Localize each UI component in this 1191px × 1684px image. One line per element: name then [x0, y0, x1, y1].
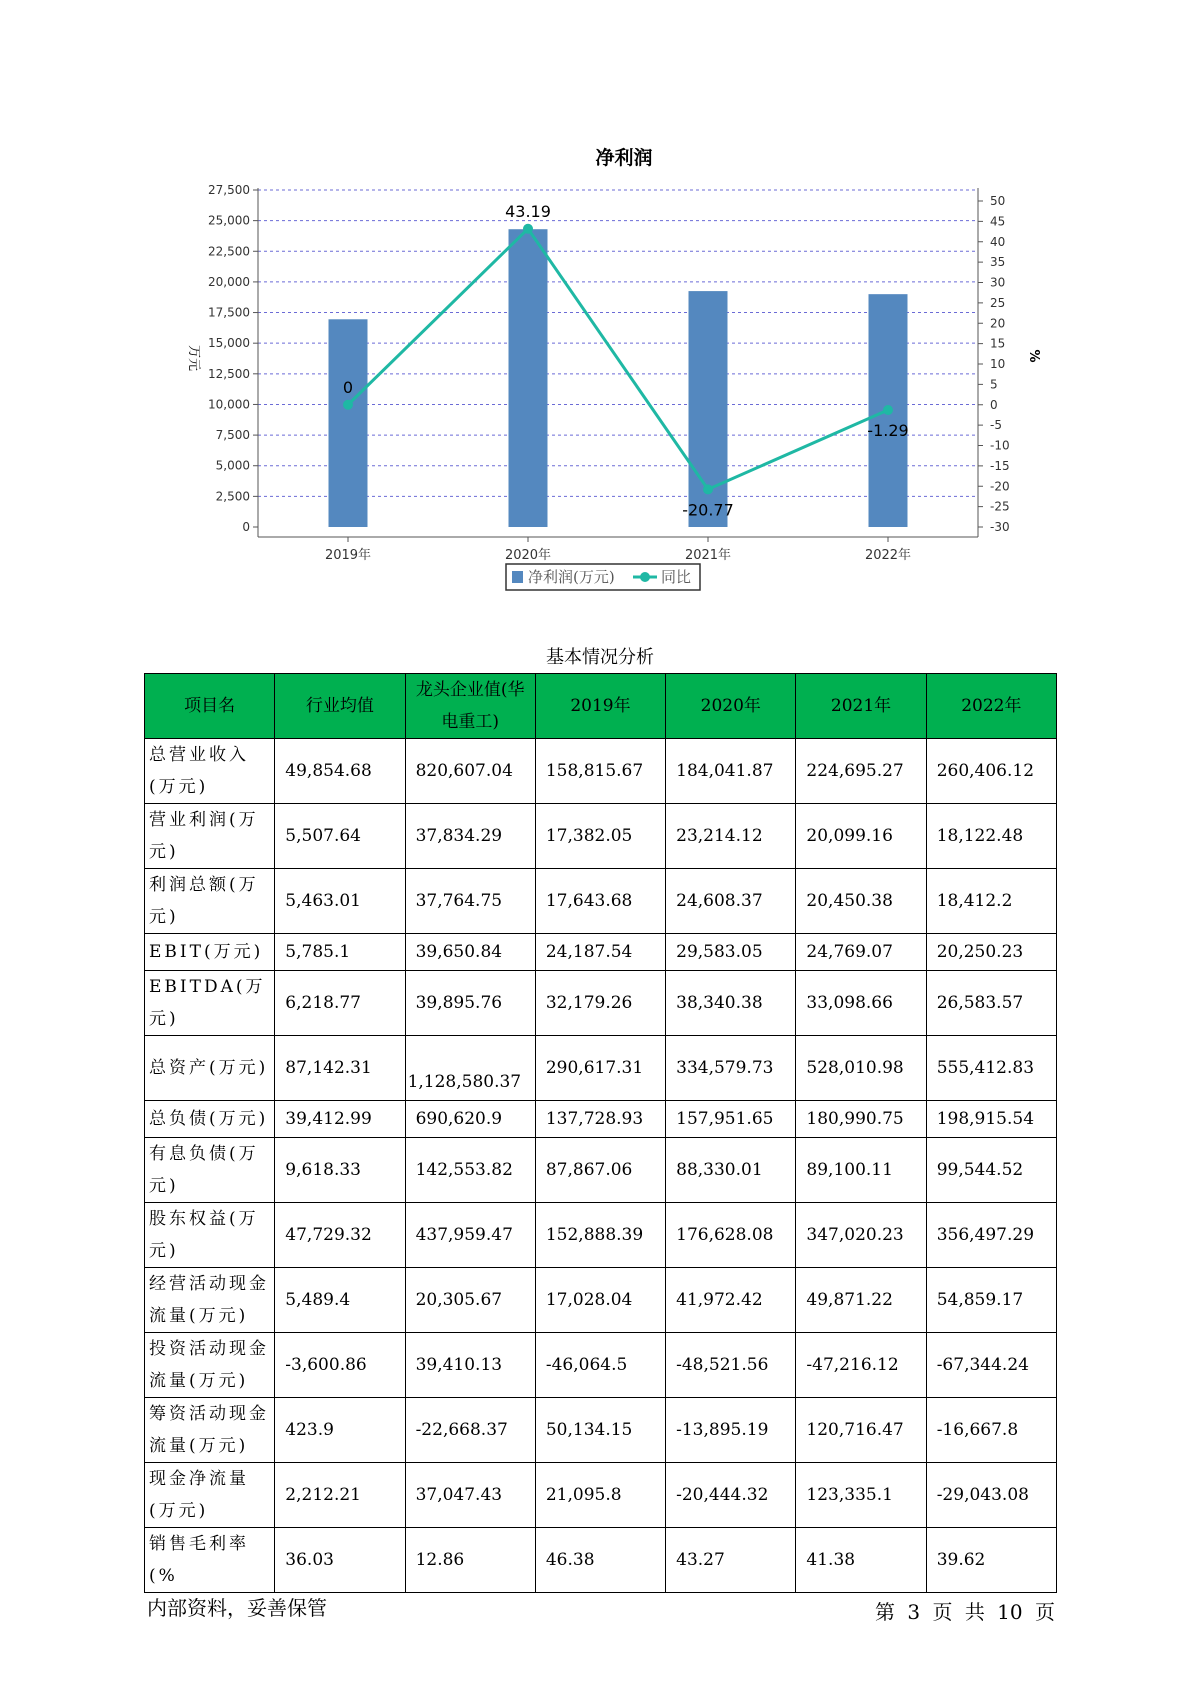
value-cell: 39,650.84	[405, 934, 535, 971]
value-cell: 17,382.05	[535, 804, 665, 869]
value-cell: 49,854.68	[275, 739, 405, 804]
value-cell: 120,716.47	[796, 1398, 926, 1463]
header-cell: 2019年	[535, 674, 665, 739]
value-cell: 17,643.68	[535, 869, 665, 934]
header-cell: 龙头企业值(华电重工)	[405, 674, 535, 739]
table-row	[145, 934, 1057, 971]
row-label-cell: 总营业收入(万元)	[145, 739, 275, 804]
row-label-cell: 现金净流量(万元)	[145, 1463, 275, 1528]
value-cell: 39,895.76	[405, 971, 535, 1036]
value-cell: 20,450.38	[796, 869, 926, 934]
value-cell: 89,100.11	[796, 1138, 926, 1203]
value-cell: 224,695.27	[796, 739, 926, 804]
y-tick-label: 15,000	[208, 336, 250, 351]
value-cell: 50,134.15	[535, 1398, 665, 1463]
y-tick-label: 10,000	[208, 397, 250, 412]
value-cell: 158,815.67	[535, 739, 665, 804]
value-cell: -47,216.12	[796, 1333, 926, 1398]
header-cell: 行业均值	[275, 674, 405, 739]
value-cell: 43.27	[666, 1528, 796, 1593]
value-cell: 41.38	[796, 1528, 926, 1593]
y-tick-label: 27,500	[208, 183, 250, 197]
value-cell: 26,583.57	[926, 971, 1056, 1036]
value-cell: 32,179.26	[535, 971, 665, 1036]
header-cell: 2020年	[666, 674, 796, 739]
value-cell: 423.9	[275, 1398, 405, 1463]
table-row	[145, 1268, 1057, 1333]
y2-tick-label: -15	[990, 458, 1010, 473]
table-header-row	[145, 674, 1057, 739]
value-cell: 18,122.48	[926, 804, 1056, 869]
y2-tick-label: -20	[990, 479, 1010, 494]
y2-tick-label: -25	[990, 499, 1010, 514]
y-axis-title: 万元	[186, 344, 201, 372]
value-cell: 49,871.22	[796, 1268, 926, 1333]
y-tick-label: 12,500	[208, 366, 250, 381]
value-cell: 123,335.1	[796, 1463, 926, 1528]
y-tick-label: 2,500	[215, 489, 250, 504]
legend-bar-swatch	[512, 571, 523, 583]
value-cell: 347,020.23	[796, 1203, 926, 1268]
x-tick-label: 2020年	[504, 548, 552, 563]
point-yoy	[343, 400, 353, 410]
table-row	[145, 1333, 1057, 1398]
line-yoy	[348, 229, 888, 490]
table-row	[145, 739, 1057, 804]
net-profit-chart	[0, 0, 1191, 600]
value-cell: 290,617.31	[535, 1036, 665, 1101]
row-label-cell: EBIT(万元)	[145, 934, 275, 971]
value-cell: 17,028.04	[535, 1268, 665, 1333]
value-cell: 820,607.04	[405, 739, 535, 804]
value-cell: 99,544.52	[926, 1138, 1056, 1203]
y-tick-label: 0	[242, 520, 250, 534]
legend-line-marker	[640, 572, 650, 582]
x-tick-label: 2019年	[324, 548, 372, 563]
value-cell: 38,340.38	[666, 971, 796, 1036]
row-label-cell: 有息负债(万元)	[145, 1138, 275, 1203]
table-row	[145, 1398, 1057, 1463]
value-cell: -48,521.56	[666, 1333, 796, 1398]
legend-line-label: 同比	[661, 568, 692, 586]
value-cell: 54,859.17	[926, 1268, 1056, 1333]
basic-analysis-table	[144, 673, 1057, 1593]
y2-tick-label: 15	[990, 336, 1006, 351]
value-cell: 555,412.83	[926, 1036, 1056, 1101]
row-label-cell: 营业利润(万元)	[145, 804, 275, 869]
value-cell: 24,769.07	[796, 934, 926, 971]
y2-tick-label: 25	[990, 295, 1006, 310]
value-cell: 88,330.01	[666, 1138, 796, 1203]
y2-axis-title: %	[1026, 349, 1041, 363]
value-cell: -16,667.8	[926, 1398, 1056, 1463]
row-label-cell: 股东权益(万元)	[145, 1203, 275, 1268]
data-label-yoy: -20.77	[682, 500, 734, 520]
header-cell: 2021年	[796, 674, 926, 739]
value-cell: -67,344.24	[926, 1333, 1056, 1398]
value-cell: 36.03	[275, 1528, 405, 1593]
row-label-cell: 总负债(万元)	[145, 1101, 275, 1138]
point-yoy	[703, 484, 713, 494]
y-tick-label: 22,500	[208, 244, 250, 259]
value-cell: 47,729.32	[275, 1203, 405, 1268]
value-cell: -20,444.32	[666, 1463, 796, 1528]
value-cell: 39,410.13	[405, 1333, 535, 1398]
value-cell: 437,959.47	[405, 1203, 535, 1268]
value-cell: 5,463.01	[275, 869, 405, 934]
table-row	[145, 1036, 1057, 1101]
y2-tick-label: 50	[990, 194, 1006, 208]
value-cell: 176,628.08	[666, 1203, 796, 1268]
value-cell: 33,098.66	[796, 971, 926, 1036]
y2-tick-label: -5	[990, 418, 1002, 433]
value-cell: 20,250.23	[926, 934, 1056, 971]
table-row	[145, 1528, 1057, 1593]
header-cell: 2022年	[926, 674, 1056, 739]
value-cell: -46,064.5	[535, 1333, 665, 1398]
x-tick-label: 2022年	[864, 548, 912, 563]
y2-tick-label: -10	[990, 438, 1010, 453]
table-row	[145, 804, 1057, 869]
row-label-cell: 销售毛利率(%	[145, 1528, 275, 1593]
y-tick-label: 20,000	[208, 274, 250, 289]
value-cell: 39.62	[926, 1528, 1056, 1593]
row-label-cell: 经营活动现金流量(万元)	[145, 1268, 275, 1333]
table-row	[145, 1203, 1057, 1268]
value-cell: 39,412.99	[275, 1101, 405, 1138]
table-row	[145, 1463, 1057, 1528]
value-cell: -22,668.37	[405, 1398, 535, 1463]
value-cell: 142,553.82	[405, 1138, 535, 1203]
data-label-yoy: 0	[342, 377, 354, 397]
value-cell: 37,834.29	[405, 804, 535, 869]
table-row	[145, 971, 1057, 1036]
row-label-cell: 投资活动现金流量(万元)	[145, 1333, 275, 1398]
value-cell: 29,583.05	[666, 934, 796, 971]
y2-tick-label: 20	[990, 316, 1006, 331]
value-cell: 690,620.9	[405, 1101, 535, 1138]
bar-net-profit	[329, 319, 368, 527]
y2-tick-label: 0	[990, 397, 998, 412]
value-cell: 20,305.67	[405, 1268, 535, 1333]
y2-tick-label: 45	[990, 214, 1006, 229]
value-cell: 24,187.54	[535, 934, 665, 971]
value-cell: 37,764.75	[405, 869, 535, 934]
value-cell: 5,785.1	[275, 934, 405, 971]
table-row	[145, 1101, 1057, 1138]
value-cell: 334,579.73	[666, 1036, 796, 1101]
legend-bar-label: 净利润(万元)	[528, 568, 615, 586]
y-tick-label: 5,000	[215, 458, 250, 473]
value-cell: 87,867.06	[535, 1138, 665, 1203]
value-cell: 87,142.31	[275, 1036, 405, 1101]
value-cell: 12.86	[405, 1528, 535, 1593]
value-cell: 9,618.33	[275, 1138, 405, 1203]
table-caption: 基本情况分析	[546, 647, 654, 668]
value-cell: 24,608.37	[666, 869, 796, 934]
row-label-cell: 利润总额(万元)	[145, 869, 275, 934]
y2-tick-label: 40	[990, 234, 1006, 249]
row-label-cell: 总资产(万元)	[145, 1036, 275, 1101]
y2-tick-label: 10	[990, 357, 1006, 371]
value-cell: 46.38	[535, 1528, 665, 1593]
value-cell: 356,497.29	[926, 1203, 1056, 1268]
value-cell: 21,095.8	[535, 1463, 665, 1528]
row-label-cell: 筹资活动现金流量(万元)	[145, 1398, 275, 1463]
value-cell: 2,212.21	[275, 1463, 405, 1528]
value-cell: 157,951.65	[666, 1101, 796, 1138]
value-cell: 5,489.4	[275, 1268, 405, 1333]
value-cell: -3,600.86	[275, 1333, 405, 1398]
y-tick-label: 17,500	[208, 305, 250, 320]
y2-tick-label: 30	[990, 275, 1006, 290]
table-row	[145, 1138, 1057, 1203]
value-cell: 152,888.39	[535, 1203, 665, 1268]
value-cell: -13,895.19	[666, 1398, 796, 1463]
y-tick-label: 25,000	[208, 213, 250, 228]
value-cell: 180,990.75	[796, 1101, 926, 1138]
value-cell: 1,128,580.37	[405, 1036, 535, 1101]
data-label-yoy: 43.19	[505, 201, 551, 221]
value-cell: 37,047.43	[405, 1463, 535, 1528]
table-row	[145, 869, 1057, 934]
y2-tick-label: 35	[990, 255, 1006, 270]
y2-tick-label: -30	[990, 520, 1010, 534]
value-cell: 184,041.87	[666, 739, 796, 804]
point-yoy	[523, 224, 533, 234]
y2-tick-label: 5	[990, 377, 998, 392]
value-cell: 137,728.93	[535, 1101, 665, 1138]
value-cell: 260,406.12	[926, 739, 1056, 804]
footer-confidential-note: 内部资料，妥善保管	[147, 1596, 327, 1620]
value-cell: 18,412.2	[926, 869, 1056, 934]
value-cell: 20,099.16	[796, 804, 926, 869]
row-label-cell: EBITDA(万元)	[145, 971, 275, 1036]
footer-page-number: 第 3 页 共 10 页	[875, 1600, 1055, 1624]
bar-net-profit	[509, 229, 548, 527]
value-cell: 528,010.98	[796, 1036, 926, 1101]
value-cell: 6,218.77	[275, 971, 405, 1036]
point-yoy	[883, 405, 893, 415]
chart-title: 净利润	[595, 147, 653, 169]
value-cell: 23,214.12	[666, 804, 796, 869]
header-cell: 项目名	[145, 674, 275, 739]
data-label-yoy: -1.29	[867, 421, 909, 441]
value-cell: -29,043.08	[926, 1463, 1056, 1528]
x-tick-label: 2021年	[684, 548, 732, 563]
value-cell: 41,972.42	[666, 1268, 796, 1333]
value-cell: 5,507.64	[275, 804, 405, 869]
value-cell: 198,915.54	[926, 1101, 1056, 1138]
y-tick-label: 7,500	[215, 428, 250, 443]
